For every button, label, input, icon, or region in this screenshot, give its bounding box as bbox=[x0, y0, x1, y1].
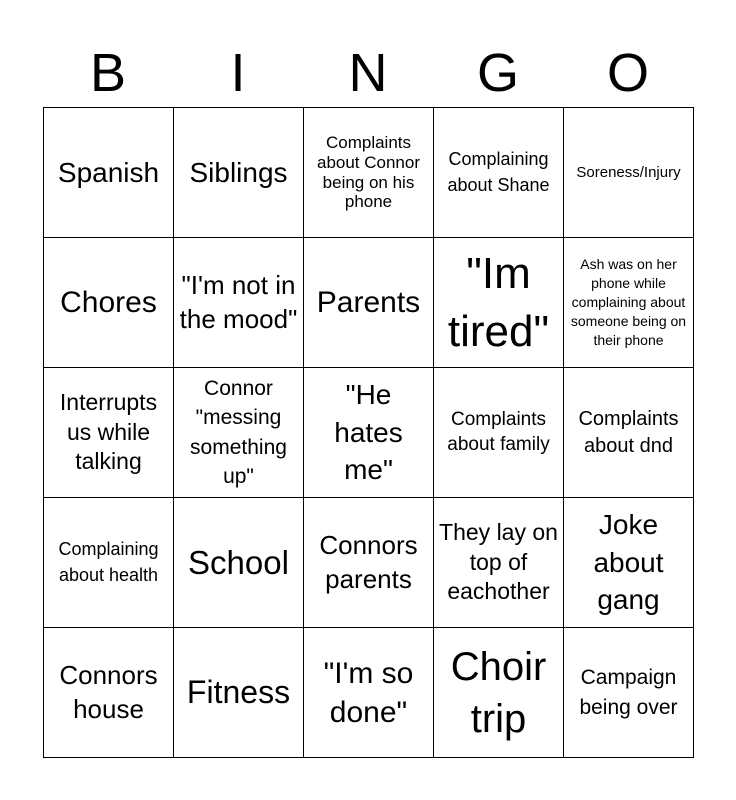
header-letter-b: B bbox=[89, 43, 127, 103]
board-row bbox=[44, 108, 694, 238]
bingo-cell[interactable]: "Im tired" bbox=[434, 238, 564, 368]
bingo-cell[interactable]: School bbox=[174, 498, 304, 628]
header-letter-o: O bbox=[606, 43, 649, 103]
bingo-cell[interactable]: Choir trip bbox=[434, 628, 564, 758]
board-row bbox=[44, 368, 694, 498]
header-letter-n: N bbox=[348, 43, 388, 103]
bingo-cell[interactable]: They lay on top of eachother bbox=[434, 498, 564, 628]
bingo-cell[interactable]: Ash was on her phone while complaining about someone being on their phone bbox=[564, 238, 694, 368]
bingo-cell[interactable]: "He hates me" bbox=[304, 368, 434, 498]
bingo-cell[interactable]: Connors parents bbox=[304, 498, 434, 628]
bingo-cell[interactable]: Interrupts us while talking bbox=[44, 368, 174, 498]
board-row bbox=[44, 628, 694, 758]
bingo-cell[interactable]: "I'm not in the mood" bbox=[174, 238, 304, 368]
header-letter-g: G bbox=[476, 43, 519, 103]
bingo-board bbox=[43, 107, 694, 758]
bingo-cell[interactable]: Complaints about family bbox=[434, 368, 564, 498]
bingo-cell[interactable]: Parents bbox=[304, 238, 434, 368]
bingo-header bbox=[43, 38, 693, 108]
bingo-cell[interactable]: Complaining about Shane bbox=[434, 108, 564, 238]
bingo-cell[interactable]: Connors house bbox=[44, 628, 174, 758]
bingo-cell[interactable]: "I'm so done" bbox=[304, 628, 434, 758]
bingo-cell[interactable]: Complaining about health bbox=[44, 498, 174, 628]
bingo-cell[interactable]: Complaints about Connor being on his phone bbox=[304, 108, 434, 238]
bingo-cell[interactable]: Soreness/Injury bbox=[564, 108, 694, 238]
bingo-cell[interactable]: Chores bbox=[44, 238, 174, 368]
bingo-cell[interactable]: Campaign being over bbox=[564, 628, 694, 758]
bingo-cell[interactable]: Joke about gang bbox=[564, 498, 694, 628]
bingo-cell[interactable]: Complaints about dnd bbox=[564, 368, 694, 498]
bingo-cell[interactable]: Connor "messing something up" bbox=[174, 368, 304, 498]
bingo-cell[interactable]: Fitness bbox=[174, 628, 304, 758]
bingo-cell[interactable]: Siblings bbox=[174, 108, 304, 238]
bingo-cell[interactable]: Spanish bbox=[44, 108, 174, 238]
board-row bbox=[44, 238, 694, 368]
board-row bbox=[44, 498, 694, 628]
header-letter-i: I bbox=[230, 43, 246, 103]
